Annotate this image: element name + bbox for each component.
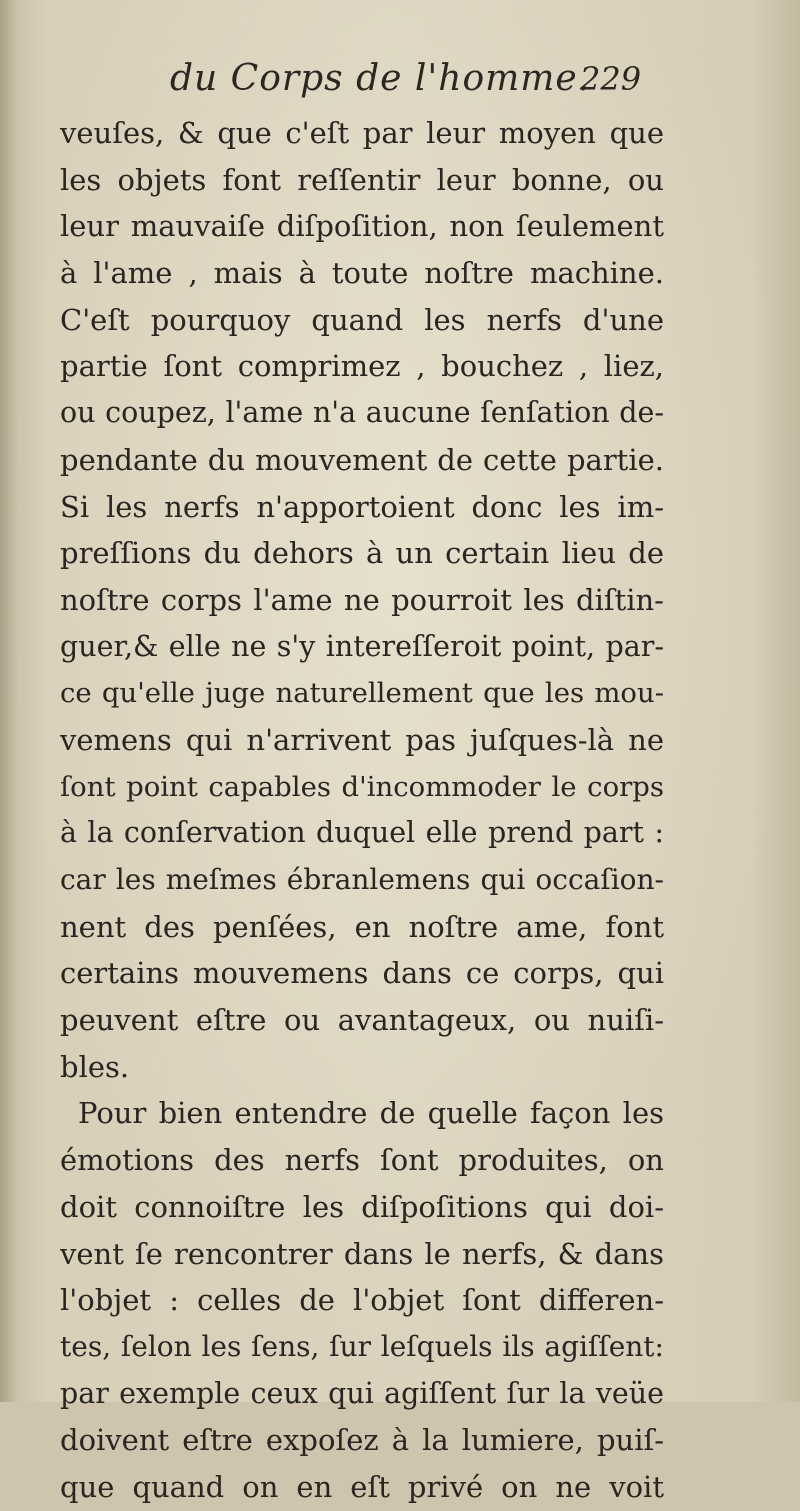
text-line: certains mouvemens dans ce corps, qui bbox=[60, 956, 664, 991]
text-line: ſont point capables d'incommoder le corps bbox=[60, 770, 664, 803]
text-line: vemens qui n'arrivent pas juſques-là ne bbox=[60, 722, 664, 757]
running-head: du Corps de l'homme. bbox=[170, 58, 591, 99]
text-line-paragraph-start: Pour bien entendre de quelle façon les bbox=[78, 1096, 664, 1131]
text-line: émotions des nerfs ſont produites, on bbox=[60, 1143, 664, 1178]
text-line: les objets font reſſentir leur bonne, ou bbox=[60, 162, 664, 197]
text-line: guer,& elle ne s'y intereſſeroit point, par- bbox=[60, 629, 664, 663]
text-line: par exemple ceux qui agiſſent ſur la veüe bbox=[60, 1376, 664, 1410]
body-text bbox=[60, 110, 664, 1511]
text-line: tes, ſelon les ſens, ſur leſquels ils agiſſent: bbox=[60, 1329, 664, 1363]
text-line: pendante du mouvement de cette partie. bbox=[60, 442, 664, 477]
page-number: 229 bbox=[580, 60, 642, 98]
text-line: Si les nerfs n'apportoient donc les im- bbox=[60, 489, 664, 524]
text-line: peuvent eſtre ou avantageux, ou nuiſi- bbox=[60, 1003, 664, 1038]
text-line: à la conſervation duquel elle prend part : bbox=[60, 816, 664, 850]
text-line: doivent eſtre expoſez à la lumiere, puiſ- bbox=[60, 1423, 664, 1458]
text-line: ce qu'elle juge naturellement que les mou- bbox=[60, 677, 664, 710]
text-line: partie ſont comprimez , bouchez , liez, bbox=[60, 349, 664, 384]
text-line: noſtre corps l'ame ne pourroit les diſtin- bbox=[60, 582, 664, 617]
text-line: car les meſmes ébranlemens qui occaſion- bbox=[60, 863, 664, 896]
text-line: preſſions du dehors à un certain lieu de bbox=[60, 536, 664, 571]
text-line-paragraph-end: bles. bbox=[60, 1049, 130, 1084]
text-line: leur mauvaiſe diſpoſition, non ſeulement bbox=[60, 209, 664, 244]
text-line: vent ſe rencontrer dans le nerfs, & dans bbox=[60, 1236, 664, 1271]
text-line: nent des penſées, en noſtre ame, font bbox=[60, 909, 664, 944]
text-line: C'eſt pourquoy quand les nerfs d'une bbox=[60, 302, 664, 337]
text-line: veuſes, & que c'eſt par leur moyen que bbox=[60, 116, 664, 150]
page-header bbox=[60, 58, 660, 108]
text-line: l'objet : celles de l'objet ſont differen- bbox=[60, 1283, 664, 1318]
text-line: ou coupez, l'ame n'a aucune ſenſation de- bbox=[60, 396, 664, 430]
spine-shadow bbox=[0, 0, 18, 1402]
text-line: à l'ame , mais à toute noſtre machine. bbox=[60, 256, 664, 291]
text-line: que quand on en eſt privé on ne voit bbox=[60, 1469, 664, 1504]
text-line: doit connoiſtre les diſpoſitions qui doi- bbox=[60, 1189, 664, 1224]
